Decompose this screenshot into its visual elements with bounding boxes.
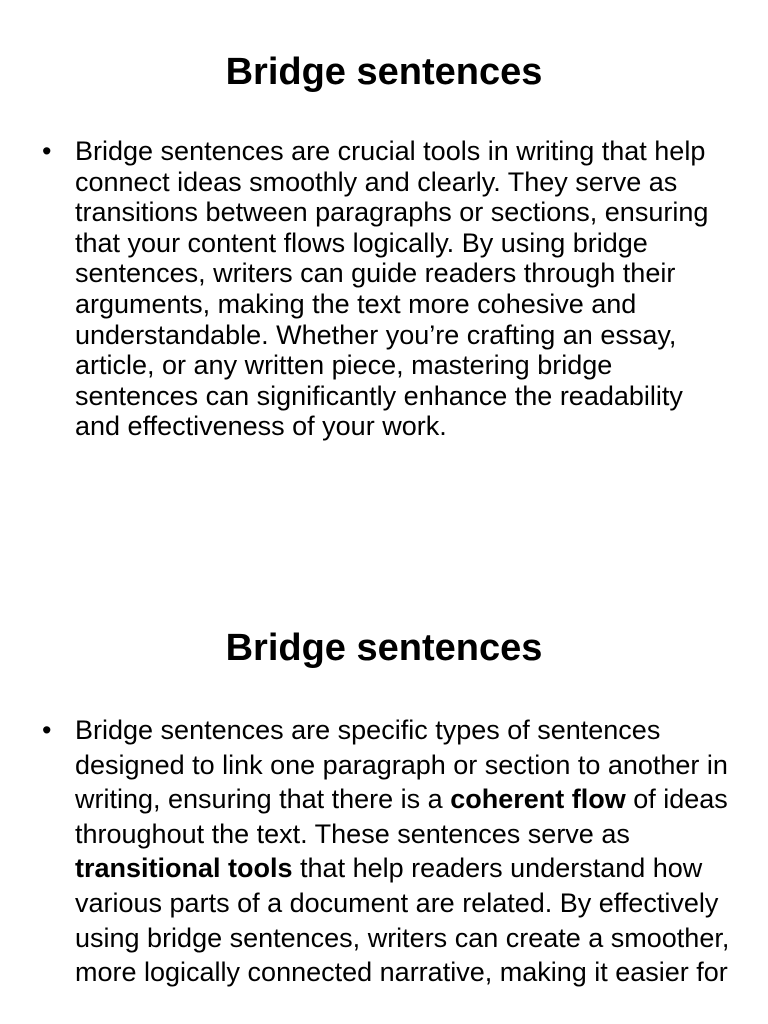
bullet-icon: •	[42, 715, 52, 745]
bold-phrase-coherent-flow: coherent flow	[450, 784, 626, 815]
bullet-item	[42, 713, 732, 990]
slide-title: Bridge sentences	[225, 627, 543, 669]
bullet-item	[42, 136, 732, 442]
slide-2	[0, 576, 768, 1024]
bullet-text-segment: Bridge sentences are specific types of sentences designed to link one paragraph or section to another in writing, ensuring that there is a	[75, 715, 728, 815]
bullet-list	[42, 713, 732, 990]
bullet-icon: •	[42, 136, 52, 166]
bullet-text-segment: of ideas throughout the text. These sentences serve as	[75, 784, 728, 849]
slide-title: Bridge sentences	[225, 51, 543, 93]
bullet-text: Bridge sentences are crucial tools in writing that help connect ideas smoothly and clearly. They serve as transitions between paragraphs or sections, ensuring that your content flows logically. By using bridge sentences, writers can guide readers through their arguments, making the text more cohesive and understandable. Whether you’re crafting an essay, article, or any written piece, mastering bridge sentences can significantly enhance the readability and effectiveness of your work.	[75, 136, 709, 442]
bullet-text-segment: that help readers understand how various parts of a document are related. By effectively using bridge sentences, writers can create a smoother, more logically connected narrative, making it easier for	[75, 853, 730, 988]
bullet-list	[42, 136, 732, 442]
bold-phrase-transitional-tools: transitional tools	[75, 853, 293, 884]
